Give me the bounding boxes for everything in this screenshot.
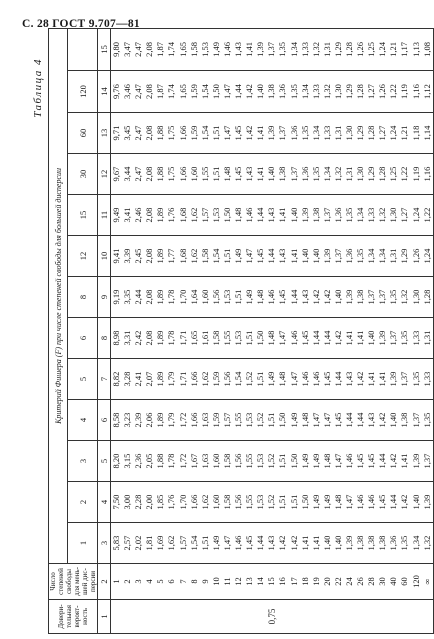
- f-column-1: 5,83 2,57 2,02 1,81 1,69 1,62 1,57 1,54 1,51 1,49 1,47 1,46 1,45 1,44 1,43 1,42 1,42 1,41 1,41 1,40 1,40 1,39 1,38 1,38 1,38 1,36 1,35 1,34 1,32: [111, 523, 434, 564]
- column-number: 4: [98, 482, 111, 523]
- df-smaller-header: [49, 564, 98, 600]
- f-column-40: 9,71 3,45 2,47 2,08 1,88 1,75 1,66 1,59 1,54 1,51 1,47 1,45 1,42 1,41 1,39 1,37 1,36 1,35 1,34 1,33 1,31 1,30 1,29 1,28 1,27 1,24 1,21 1,18 1,14: [111, 113, 434, 154]
- df-larger-header: [68, 28, 98, 70]
- df-larger-header: 5: [68, 359, 98, 400]
- column-number: 1: [98, 600, 111, 634]
- df-larger-header: 2: [68, 482, 98, 523]
- column-number: 12: [98, 154, 111, 195]
- f-column-6: 8,98 3,31 2,42 2,08 1,89 1,78 1,71 1,65 1,61 1,58 1,55 1,53 1,51 1,50 1,48 1,47 1,46 1,45 1,44 1,44 1,42 1,41 1,41 1,40 1,39 1,37 1,35 1,33 1,31: [111, 318, 434, 359]
- column-number: 2: [98, 564, 111, 600]
- probability-header-text: Довери-тельная вероят-ность: [57, 604, 89, 629]
- df-larger-header: 3: [68, 441, 98, 482]
- table-title: Таблица 4: [32, 58, 44, 118]
- f-column-3: 8,20 3,15 2,36 2,05 1,88 1,78 1,72 1,67 1,63 1,60 1,58 1,56 1,55 1,53 1,52 1,51 1,50 1,49 1,49 1,48 1,47 1,46 1,45 1,45 1,44 1,42 1,41 1,39 1,37: [111, 441, 434, 482]
- column-number: 6: [98, 400, 111, 441]
- f-column-12: 9,41 3,39 2,45 2,08 1,89 1,77 1,68 1,62 1,58 1,54 1,51 1,49 1,47 1,45 1,44 1,43 1,41 1,40 1,40 1,39 1,37 1,36 1,35 1,34 1,34 1,31 1,29 1,26 1,24: [111, 236, 434, 277]
- column-number: 13: [98, 113, 111, 154]
- rotated-table-area: [30, 41, 432, 636]
- column-number: 9: [98, 277, 111, 318]
- column-number: 14: [98, 71, 111, 113]
- df-smaller-header-text: Число степеней свободы для мень-шей дис-персии: [49, 567, 97, 596]
- df-smaller-values: 1 2 3 4 5 6 7 8 9 10 11 12 13 14 15 16 17 18 19 20 22 24 26 28 30 40 60 120 ∞: [111, 564, 434, 600]
- column-number: 8: [98, 318, 111, 359]
- df-larger-header: 120: [68, 71, 98, 113]
- table-rotor: [30, 41, 432, 636]
- column-number: 15: [98, 28, 111, 70]
- df-larger-header: 6: [68, 318, 98, 359]
- fisher-table: [48, 28, 434, 634]
- f-column-2: 7,50 3,00 2,28 2,00 1,85 1,76 1,70 1,66 1,62 1,60 1,58 1,56 1,55 1,53 1,52 1,51 1,51 1,50 1,49 1,49 1,48 1,47 1,46 1,46 1,45 1,44 1,42 1,40 1,39: [111, 482, 434, 523]
- df-larger-header: 4: [68, 400, 98, 441]
- f-column-60: 9,76 3,46 2,47 2,08 1,87 1,74 1,65 1,59 1,54 1,50 1,47 1,44 1,42 1,40 1,38 1,36 1,35 1,34 1,33 1,32 1,30 1,29 1,28 1,27 1,26 1,22 1,19 1,16 1,12: [111, 71, 434, 113]
- df-larger-header: 30: [68, 154, 98, 195]
- column-number: 10: [98, 236, 111, 277]
- f-column-30: 9,67 3,44 2,47 2,08 1,88 1,75 1,66 1,60 1,55 1,51 1,48 1,45 1,43 1,41 1,40 1,38 1,37 1,36 1,35 1,34 1,32 1,31 1,30 1,29 1,28 1,25 1,22 1,19 1,16: [111, 154, 434, 195]
- df-larger-header: 1: [68, 523, 98, 564]
- f-column-120: 9,80 3,47 2,47 2,08 1,87 1,74 1,65 1,58 1,53 1,49 1,46 1,43 1,41 1,39 1,37 1,35 1,34 1,33 1,32 1,31 1,29 1,28 1,26 1,25 1,24 1,21 1,17 1,13 1,08: [111, 28, 434, 70]
- df-larger-header: 15: [68, 195, 98, 236]
- df-larger-header: 8: [68, 277, 98, 318]
- column-number: 3: [98, 523, 111, 564]
- probability-value: 0,75: [111, 600, 434, 634]
- criterion-header: Критерий Фишера (F) при числе степеней свободы для большей дисперсии: [49, 28, 68, 563]
- f-column-5: 8,82 3,28 2,41 2,07 1,89 1,79 1,71 1,66 1,62 1,59 1,56 1,54 1,52 1,51 1,49 1,48 1,47 1,46 1,46 1,45 1,44 1,43 1,42 1,41 1,41 1,39 1,37 1,35 1,33: [111, 359, 434, 400]
- page-header: С. 28 ГОСТ 9.707—81: [22, 18, 140, 30]
- f-column-4: 8,58 3,23 2,39 2,06 1,89 1,79 1,72 1,66 1,63 1,59 1,57 1,55 1,53 1,52 1,51 1,50 1,49 1,48 1,47 1,47 1,45 1,44 1,44 1,43 1,42 1,40 1,38 1,37 1,35: [111, 400, 434, 441]
- column-number: 5: [98, 441, 111, 482]
- probability-header: [49, 600, 98, 634]
- df-larger-header: 12: [68, 236, 98, 277]
- f-column-8: 9,19 3,35 2,44 2,08 1,89 1,78 1,70 1,64 1,60 1,56 1,53 1,51 1,49 1,48 1,46 1,45 1,44 1,43 1,42 1,42 1,40 1,39 1,38 1,37 1,37 1,35 1,32 1,30 1,28: [111, 277, 434, 318]
- df-larger-header: 60: [68, 113, 98, 154]
- column-number: 7: [98, 359, 111, 400]
- column-number: 11: [98, 195, 111, 236]
- f-column-15: 9,49 3,41 2,46 2,08 1,89 1,76 1,68 1,62 1,57 1,53 1,50 1,48 1,46 1,44 1,43 1,41 1,40 1,39 1,38 1,37 1,36 1,35 1,34 1,33 1,32 1,30 1,27 1,24 1,22: [111, 195, 434, 236]
